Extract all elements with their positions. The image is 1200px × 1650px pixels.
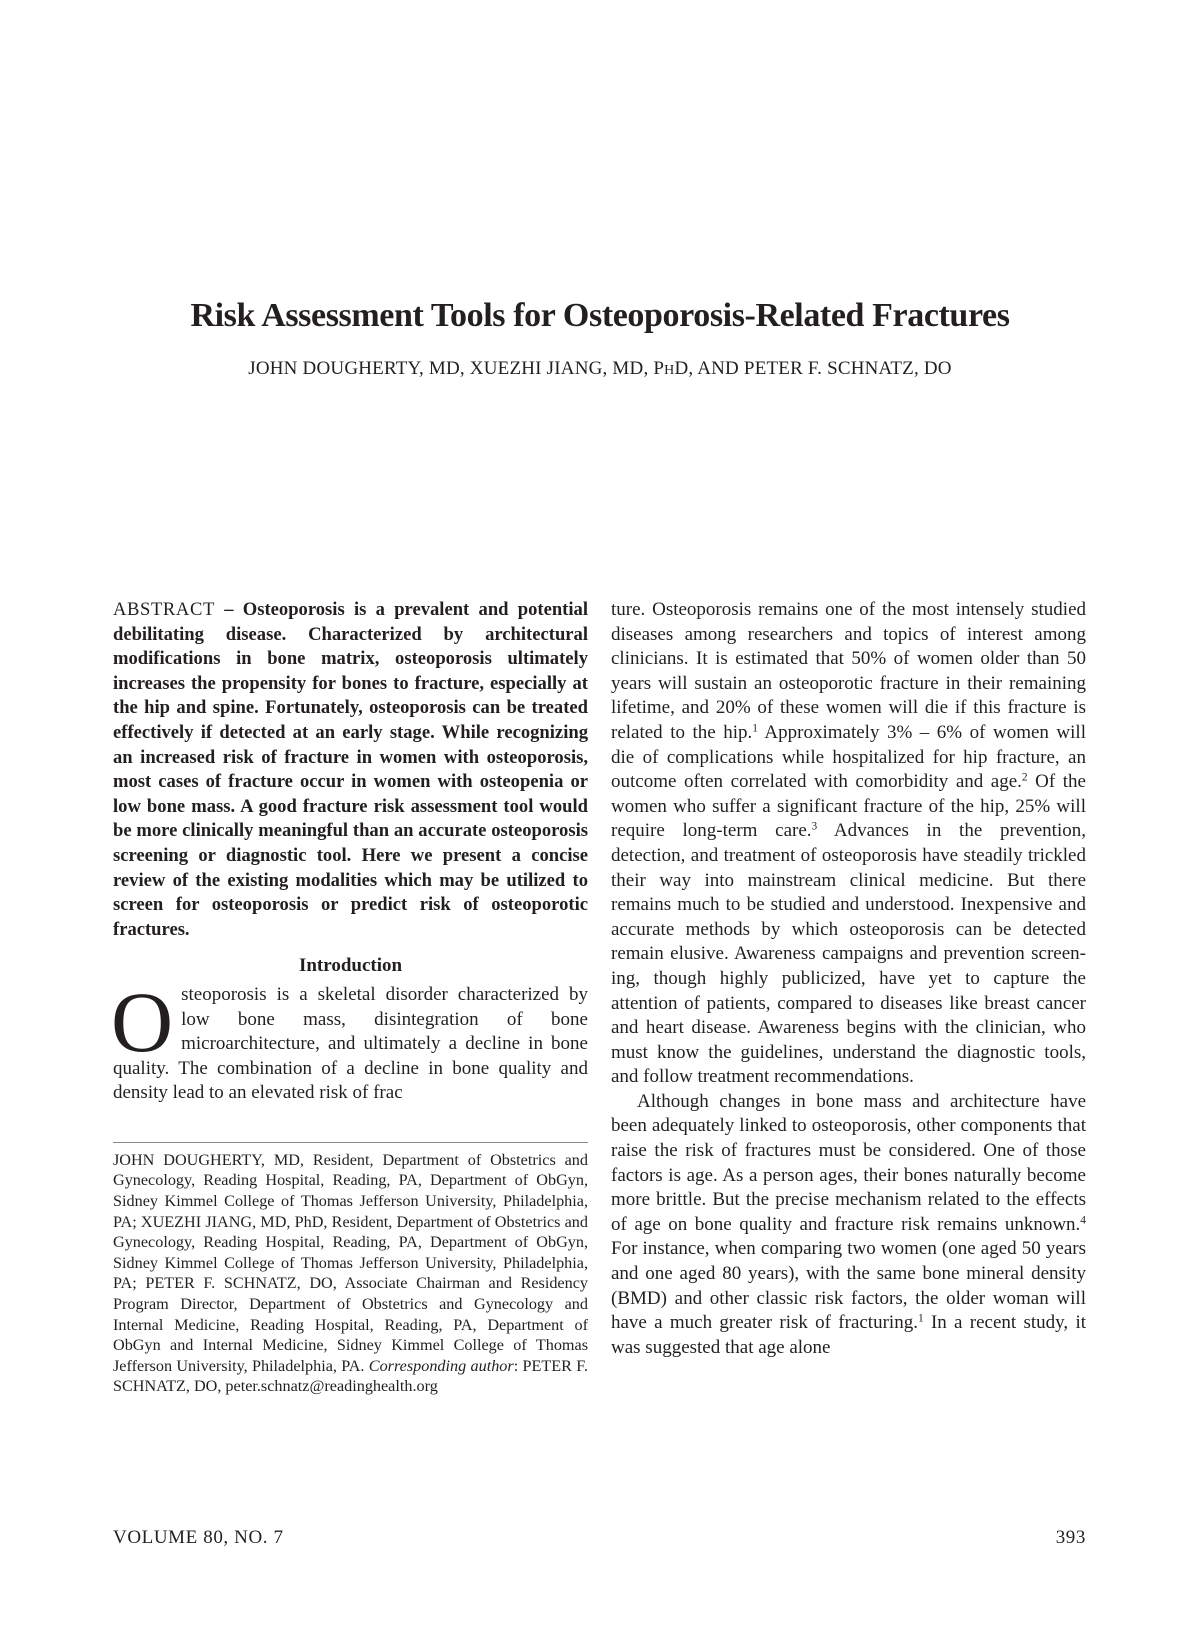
authors-degree-sc: H [664,363,675,378]
reference-marker: 3 [811,821,818,834]
introduction-paragraph [111,973,588,1106]
abstract [113,598,588,942]
corresponding-author-label: Corresponding author [368,1356,514,1375]
affiliation-text: JOHN DOUGHERTY, MD, Resident, Department of Obstetrics and Gynecology, Reading Hospital, Reading, PA, Department of ObGyn, Sidney Kimmel College of Thomas Jefferson University, Philadelphia, PA; XUEZHI JIANG, MD, PhD, Resident, Department of Obstetrics and Gynecology, Reading Hospital, Reading, PA, Department of ObGyn, Sidney Kimmel College of Thomas Jefferson University, Philadelphia, PA; PETER F. SCHNATZ, DO, Associate Chairman and Residency Program Director, Department of Obstetrics and Gynecology and Internal Medicine, Reading Hospital, Reading, PA, Department of ObGyn and Internal Medicine, Sidney Kimmel College of Thomas Jefferson University, Philadelphia, PA. [113,1150,588,1375]
reference-marker: 1 [917,1312,924,1325]
body-text: In a recent study, it was suggested that age alone [611,1312,1086,1358]
article-title: Risk Assessment Tools for Osteoporosis-Related Fractures [190,297,1010,334]
abstract-text: Osteoporosis is a prevalent and potential debilitating disease. Characterized by architectural modifications in bone matrix, osteoporosis ultimately increases the propensity for bones to fracture, especially at the hip and spine. Fortunately, osteoporosis can be treated effectively if detected at an early stage. While recognizing an increased risk of fracture in women with osteoporosis, most cases of fracture occur in women with osteopenia or low bone mass. A good fracture risk assessment tool would be more clinically meaningful than an accurate osteoporosis screening or diagnostic tool. Here we present a concise review of the existing modalities which may be utilized to screen for osteoporosis or predict risk of osteoporotic fractures. [113,599,589,940]
authors-degree-end: D [674,358,689,379]
body-paragraph-1 [611,598,1086,1090]
left-column [113,598,588,1397]
body-text: For instance, when comparing two women (one aged 50 years and one aged 80 years), with the same bone mineral density (BMD) and other classic risk factors, the older woman will have a much greater risk of fracturing. [611,1238,1086,1334]
author-affiliations [113,1142,588,1397]
body-text: Advances in the prevention, detection, and treatment of osteoporosis have steadily trickled their way into mainstream clinical medicine. But there remains much to be studied and understood. Inexpensive and accurate methods by which osteoporosis can be detected remain elusive. Awareness campaigns and prevention screening, though highly publicized, have yet to capture the attention of patients, compared to diseases like breast cancer and heart disease. Awareness begins with the clinician, who must know the guidelines, understand the diagnostic tools, and follow treatment recommendations. [611,820,1086,1088]
right-column [611,598,1086,1360]
body-text: ture. Osteoporosis remains one of the most intensely studied diseases among researchers and topics of interest among clinicians. It is estimated that 50% of women older than 50 years will sustain an osteoporotic fracture in their remaining lifetime, and 20% of these women will die if this fracture is related to the hip. [611,599,1086,743]
body-paragraph-2 [611,1090,1086,1361]
body-text: Of the women who suffer a significant fracture of the hip, 25% will require long-term care. [611,771,1086,842]
drop-cap: O [111,973,174,1070]
abstract-label: ABSTRACT [113,599,215,620]
introduction-text: steoporosis is a skeletal disorder characterized by low bone mass, disintegration of bone microarchitecture, and ultimately a decline in bone quality. The combination of a decline in bone quality and density lead to an elevated risk of frac [113,983,588,1104]
page-number: 393 [1055,1527,1086,1548]
authors-part1: JOHN DOUGHERTY, MD, XUEZHI JIANG, MD, P [248,358,665,379]
authors-part2: , AND PETER F. SCHNATZ, DO [688,358,952,379]
body-text: Although changes in bone mass and architecture have been adequately linked to osteoporosis, other components that raise the risk of fractures must be considered. One of those factors is age. As a person ages, their bones naturally become more brittle. But the precise mechanism related to the effects of age on bone quality and fracture risk remains unknown. [611,1090,1086,1235]
abstract-dash: – [214,599,243,620]
reference-marker: 2 [1021,771,1028,784]
reference-marker: 1 [752,722,758,735]
footer-volume: VOLUME 80, NO. 7 [113,1527,284,1548]
reference-marker: 4 [1080,1214,1086,1227]
corresponding-author-text: : PETER F. SCHNATZ, DO, peter.schnatz@readinghealth.org [113,1356,588,1396]
section-heading-introduction: Introduction [298,955,403,977]
body-text: Approximately 3% – 6% of women will die of complications while hospitalized for hip fracture, an outcome often correlated with comorbidity and age. [611,721,1086,793]
author-line [0,358,1200,380]
